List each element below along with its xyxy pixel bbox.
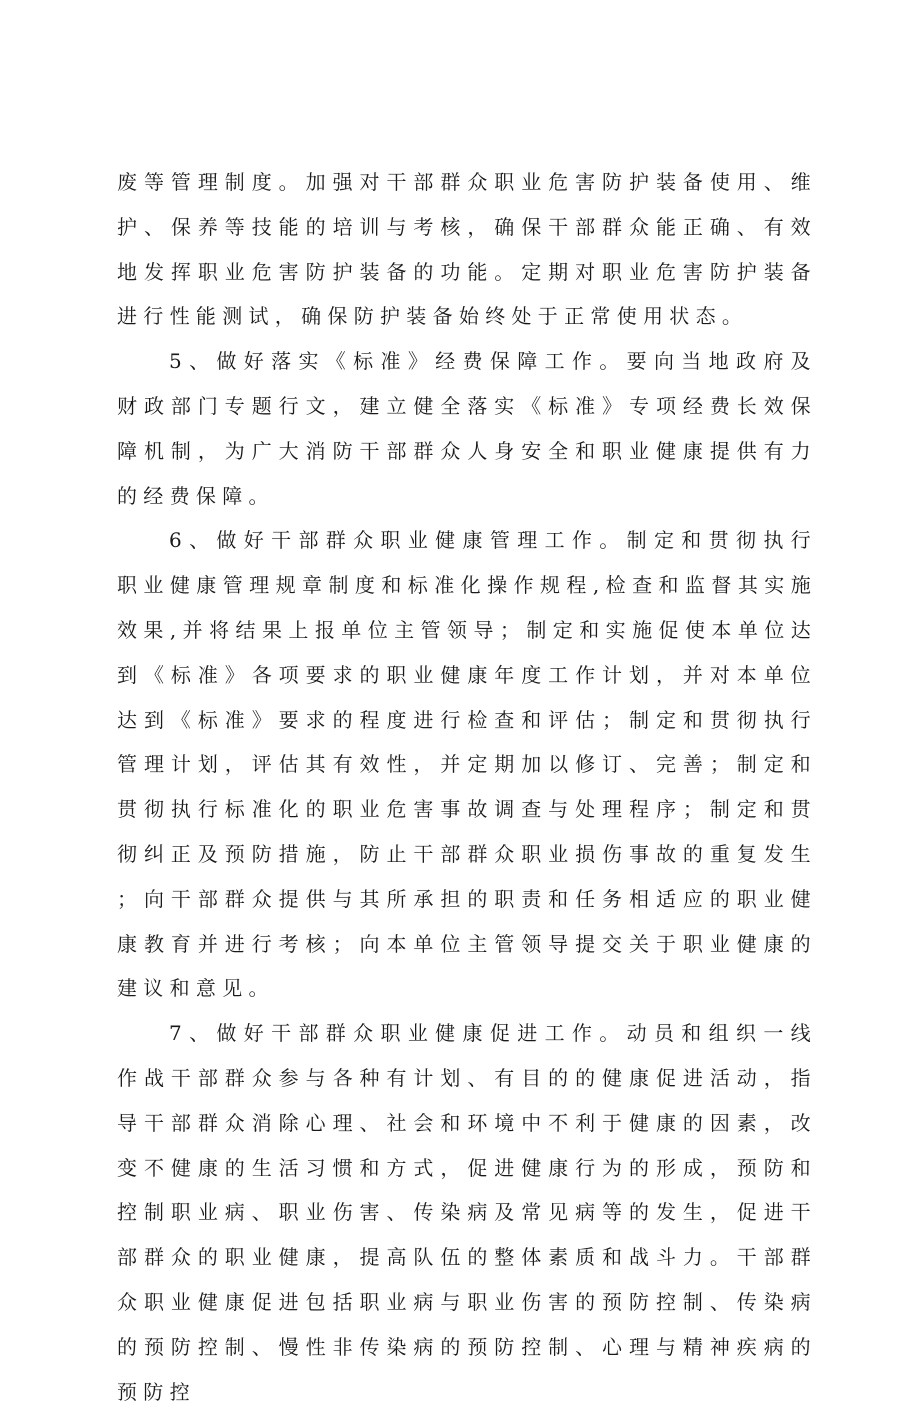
document-body: [117, 160, 817, 1414]
paragraph-item-7: 7、做好干部群众职业健康促进工作。动员和组织一线作战干部群众参与各种有计划、有目的的健康促进活动，指导干部群众消除心理、社会和环境中不利于健康的因素，改变不健康的生活习惯和方式，促进健康行为的形成，预防和控制职业病、职业伤害、传染病及常见病等的发生，促进干部群众的职业健康，提高队伍的整体素质和战斗力。干部群众职业健康促进包括职业病与职业伤害的预防控制、传染病的预防控制、慢性非传染病的预防控制、心理与精神疾病的预防控: [117, 1021, 817, 1404]
paragraph-item-5: 5、做好落实《标准》经费保障工作。要向当地政府及财政部门专题行文，建立健全落实《标准》专项经费长效保障机制，为广大消防干部群众人身安全和职业健康提供有力的经费保障。: [117, 349, 817, 508]
paragraph-continuation: 废等管理制度。加强对干部群众职业危害防护装备使用、维护、保养等技能的培训与考核，确保干部群众能正确、有效地发挥职业危害防护装备的功能。定期对职业危害防护装备进行性能测试，确保防护装备始终处于正常使用状态。: [117, 170, 817, 329]
paragraph-item-6: 6、做好干部群众职业健康管理工作。制定和贯彻执行职业健康管理规章制度和标准化操作规程,检查和监督其实施效果,并将结果上报单位主管领导；制定和实施促使本单位达到《标准》各项要求的职业健康年度工作计划，并对本单位达到《标准》要求的程度进行检查和评估；制定和贯彻执行管理计划，评估其有效性，并定期加以修订、完善；制定和贯彻执行标准化的职业危害事故调查与处理程序；制定和贯彻纠正及预防措施，防止干部群众职业损伤事故的重复发生；向干部群众提供与其所承担的职责和任务相适应的职业健康教育并进行考核；向本单位主管领导提交关于职业健康的建议和意见。: [117, 528, 817, 1001]
